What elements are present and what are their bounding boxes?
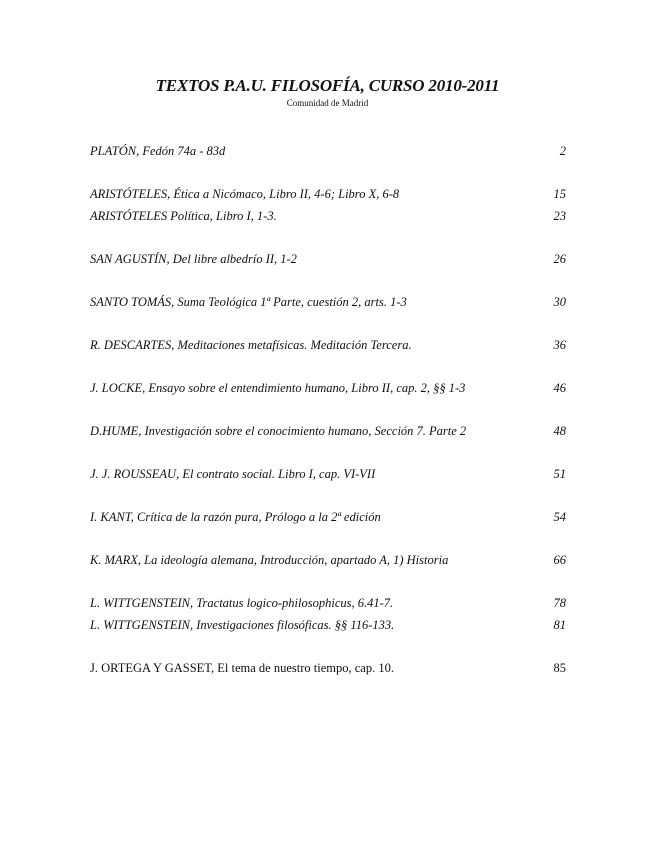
toc-entry-text: SANTO TOMÁS, Suma Teológica 1ª Parte, cuestión 2, arts. 1-3 <box>90 295 407 309</box>
toc-entry <box>90 334 566 356</box>
toc-entry-page: 26 <box>553 252 566 266</box>
toc-entry <box>90 463 566 485</box>
toc-entry <box>90 377 566 399</box>
toc-entry-page: 48 <box>553 424 566 438</box>
table-of-contents <box>90 140 566 700</box>
toc-entry-page: 2 <box>559 144 566 158</box>
toc-entry <box>90 592 566 614</box>
toc-group-ortega <box>90 657 566 679</box>
toc-group-aristoteles <box>90 183 566 227</box>
toc-entry <box>90 506 566 528</box>
toc-group-platon <box>90 140 566 162</box>
toc-entry <box>90 420 566 442</box>
toc-group-tomas <box>90 291 566 313</box>
toc-entry <box>90 549 566 571</box>
toc-entry <box>90 140 566 162</box>
toc-entry-page: 66 <box>553 553 566 567</box>
toc-entry-text: L. WITTGENSTEIN, Investigaciones filosóficas. §§ 116-133. <box>90 618 395 632</box>
toc-entry-text: I. KANT, Crítica de la razón pura, Prólogo a la 2ª edición <box>90 510 381 524</box>
toc-entry-page: 85 <box>553 661 566 675</box>
toc-group-hume <box>90 420 566 442</box>
page-title: TEXTOS P.A.U. FILOSOFÍA, CURSO 2010-2011 <box>155 76 500 95</box>
toc-group-wittgenstein <box>90 592 566 636</box>
toc-entry <box>90 183 566 205</box>
toc-entry-text: SAN AGUSTÍN, Del libre albedrío II, 1-2 <box>90 252 297 266</box>
toc-entry <box>90 205 566 227</box>
toc-group-locke <box>90 377 566 399</box>
toc-group-agustin <box>90 248 566 270</box>
toc-entry-text: ARISTÓTELES, Ética a Nicómaco, Libro II, 4-6; Libro X, 6-8 <box>90 187 400 201</box>
toc-entry <box>90 614 566 636</box>
toc-entry-text: R. DESCARTES, Meditaciones metafísicas. Meditación Tercera. <box>90 338 412 352</box>
toc-entry-text: PLATÓN, Fedón 74a - 83d <box>90 144 226 158</box>
toc-entry-page: 54 <box>553 510 566 524</box>
toc-entry-page: 36 <box>553 338 566 352</box>
toc-entry-text: D.HUME, Investigación sobre el conocimiento humano, Sección 7. Parte 2 <box>90 424 467 438</box>
toc-entry-page: 15 <box>553 187 566 201</box>
toc-entry-page: 78 <box>553 596 566 610</box>
toc-entry-page: 23 <box>553 209 566 223</box>
toc-entry-page: 81 <box>553 618 566 632</box>
toc-entry-page: 30 <box>553 295 566 309</box>
toc-group-kant <box>90 506 566 528</box>
toc-entry <box>90 291 566 313</box>
toc-group-rousseau <box>90 463 566 485</box>
toc-entry-text: ARISTÓTELES Política, Libro I, 1-3. <box>90 209 277 223</box>
toc-entry-text: J. J. ROUSSEAU, El contrato social. Libro I, cap. VI-VII <box>90 467 376 481</box>
toc-group-descartes <box>90 334 566 356</box>
toc-entry-text: J. ORTEGA Y GASSET, El tema de nuestro tiempo, cap. 10. <box>90 661 394 675</box>
toc-entry-text: J. LOCKE, Ensayo sobre el entendimiento humano, Libro II, cap. 2, §§ 1-3 <box>90 381 466 395</box>
toc-entry-page: 46 <box>553 381 566 395</box>
toc-entry-text: L. WITTGENSTEIN, Tractatus logico-philosophicus, 6.41-7. <box>90 596 394 610</box>
page-subtitle: Comunidad de Madrid <box>286 98 369 108</box>
toc-entry-page: 51 <box>553 467 566 481</box>
toc-entry <box>90 657 566 679</box>
toc-group-marx <box>90 549 566 571</box>
toc-entry-text: K. MARX, La ideología alemana, Introducción, apartado A, 1) Historia <box>90 553 449 567</box>
toc-entry <box>90 248 566 270</box>
